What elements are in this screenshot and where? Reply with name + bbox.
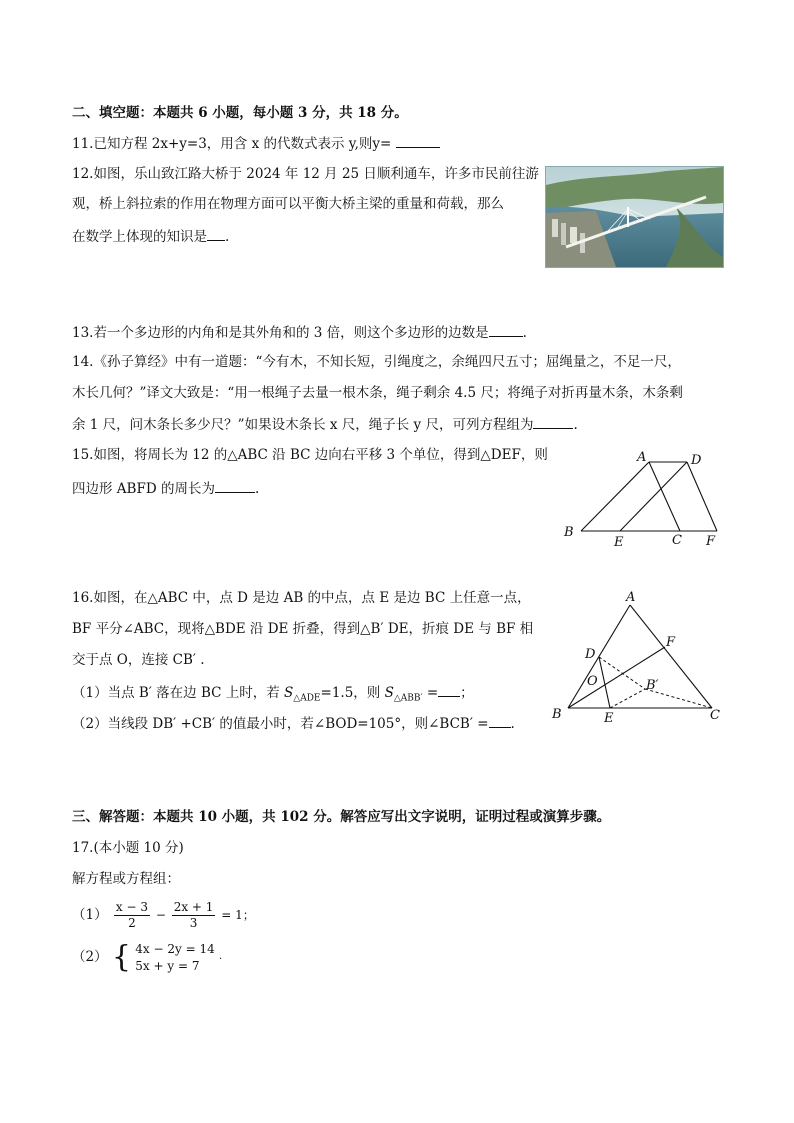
q17-p1-fraction2 [172,900,216,931]
q15-end: . [254,481,260,497]
question-13 [72,322,527,343]
q16-part1-text-a: （1）当点 B′ 落在边 BC 上时，若 [72,685,285,701]
q16-line-ac [630,605,712,708]
q14-end: . [573,417,578,433]
q16-label-e: E [604,711,614,726]
q16-label-a: A [626,590,636,605]
q17-prompt: 解方程或方程组： [72,871,180,887]
q17-title: 17.(本小题 10 分) [72,840,184,856]
q16-part2-answer-blank[interactable] [489,713,511,728]
q14-line3-text: 余 1 尺，问木条长多少尺？”如果设木条长 x 尺，绳子长 y 尺，可列方程组为 [72,417,534,433]
q16-part1-s1: S [284,685,294,701]
q16-part2-text: （2）当线段 DB′ +CB′ 的值最小时，若∠BOD=105°，则∠BCB′ = [72,716,489,732]
q16-part1-s1-sub: △ADE [293,693,321,704]
q17-p2-eq1: 4x − 2y = 14 [135,941,215,956]
q15-label-f: F [706,534,716,549]
q17-part1 [72,898,255,932]
q12-line3 [72,226,229,247]
q14-line1: 14.《孙子算经》中有一道题：“今有木，不知长短，引绳度之，余绳四尺五寸；屈绳量之，不足一尺， [72,354,681,370]
q16-line-ab [568,605,630,708]
q12-line3-text: 在数学上体现的知识是 [72,229,207,245]
q16-label-c: C [710,708,720,723]
q17-p1-num2: 2x + 1 [173,900,214,914]
q15-label-e: E [614,535,624,550]
q15-label-d: D [691,453,702,468]
q15-label-c: C [672,533,682,548]
q12-line2: 观，桥上斜拉索的作用在物理方面可以平衡大桥主梁的重量和荷载，那么 [72,196,504,212]
q17-p1-minus: − [155,908,166,922]
q13-answer-blank[interactable] [489,322,523,337]
bridge-photo-image [546,167,723,267]
q16-part1-end: ； [460,685,474,701]
q11-answer-blank[interactable] [396,133,440,148]
q17-p1-num1: x − 3 [115,900,148,914]
q12-end: . [225,229,230,245]
q15-line2-text: 四边形 ABFD 的周长为 [72,481,215,497]
q16-line2: BF 平分∠ABC，现将△BDE 沿 DE 折叠，得到△B′ DE，折痕 DE 与 BF 相 [72,621,534,637]
q16-line1: 16.如图，在△ABC 中，点 D 是边 AB 的中点，点 E 是边 BC 上任意一点， [72,590,531,606]
q16-part1-s2: S [384,685,394,701]
q13-end: . [522,325,527,341]
q17-part2 [72,938,222,976]
q16-line-eb2 [610,689,645,708]
q15-figure [560,445,730,553]
q16-part2-end: . [510,716,515,732]
q12-answer-blank[interactable] [207,226,225,241]
q13-text: 13.若一个多边形的内角和是其外角和的 3 倍，则这个多边形的边数是 [72,325,489,341]
q17-p2-label: （2） [72,949,108,965]
q16-label-b: B [552,707,562,722]
q15-label-a: A [637,450,647,465]
q17-p1-label: （1） [72,907,108,923]
q16-label-b-prime: B′ [646,678,659,693]
q17-p1-fraction1 [114,900,150,931]
q17-p2-brace: { [111,939,131,975]
q16-line3: 交于点 O，连接 CB′ . [72,652,205,668]
q16-part1-s2-sub: △ABB′ [393,693,423,704]
q17-p1-equation [112,900,255,930]
q16-part1-text-b: =1.5，则 [320,685,385,701]
q14-line2: 木长几何？”译文大致是：“用一根绳子去量一根木条，绳子剩余 4.5 尺；将绳子对折再量木条，木条剩 [72,385,683,401]
q15-line2 [72,478,259,499]
q12-line1: 12.如图，乐山致江路大桥于 2024 年 12 月 25 日顺利通车，许多市民前往游 [72,166,539,182]
section2-header: 二、填空题：本题共 6 小题，每小题 3 分，共 18 分。 [72,105,408,121]
q17-p1-den2: 3 [189,916,198,930]
q15-line-df [687,462,717,531]
q16-label-f: F [666,635,676,650]
q15-label-b: B [564,525,574,540]
q16-label-d: D [585,647,596,662]
q14-answer-blank[interactable] [533,414,573,429]
q15-line-ab [581,462,649,531]
question-11 [72,133,440,154]
q11-text: 11.已知方程 2x+y=3，用含 x 的代数式表示 y,则y= [72,136,392,152]
q16-figure [548,588,728,728]
q17-p2-system [135,941,214,975]
q17-p2-end: . [219,951,223,962]
q17-p1-rhs: = 1； [221,908,255,922]
q16-part1-text-c: = [422,685,439,701]
q16-part1 [72,682,474,709]
section3-header: 三、解答题：本题共 10 小题，共 102 分。解答应写出文字说明，证明过程或演算步骤。 [72,809,611,825]
q16-part1-answer-blank[interactable] [438,682,460,697]
bridge-photo [545,166,724,268]
q17-p2-eq2: 5x + y = 7 [135,958,200,973]
q14-line3 [72,414,578,435]
q16-part2 [72,713,515,734]
q17-p1-den1: 2 [128,916,136,930]
q15-answer-blank[interactable] [215,478,255,493]
q15-line1: 15.如图，将周长为 12 的△ABC 沿 BC 边向右平移 3 个单位，得到△DEF，则 [72,447,548,463]
q16-label-o: O [587,674,598,689]
